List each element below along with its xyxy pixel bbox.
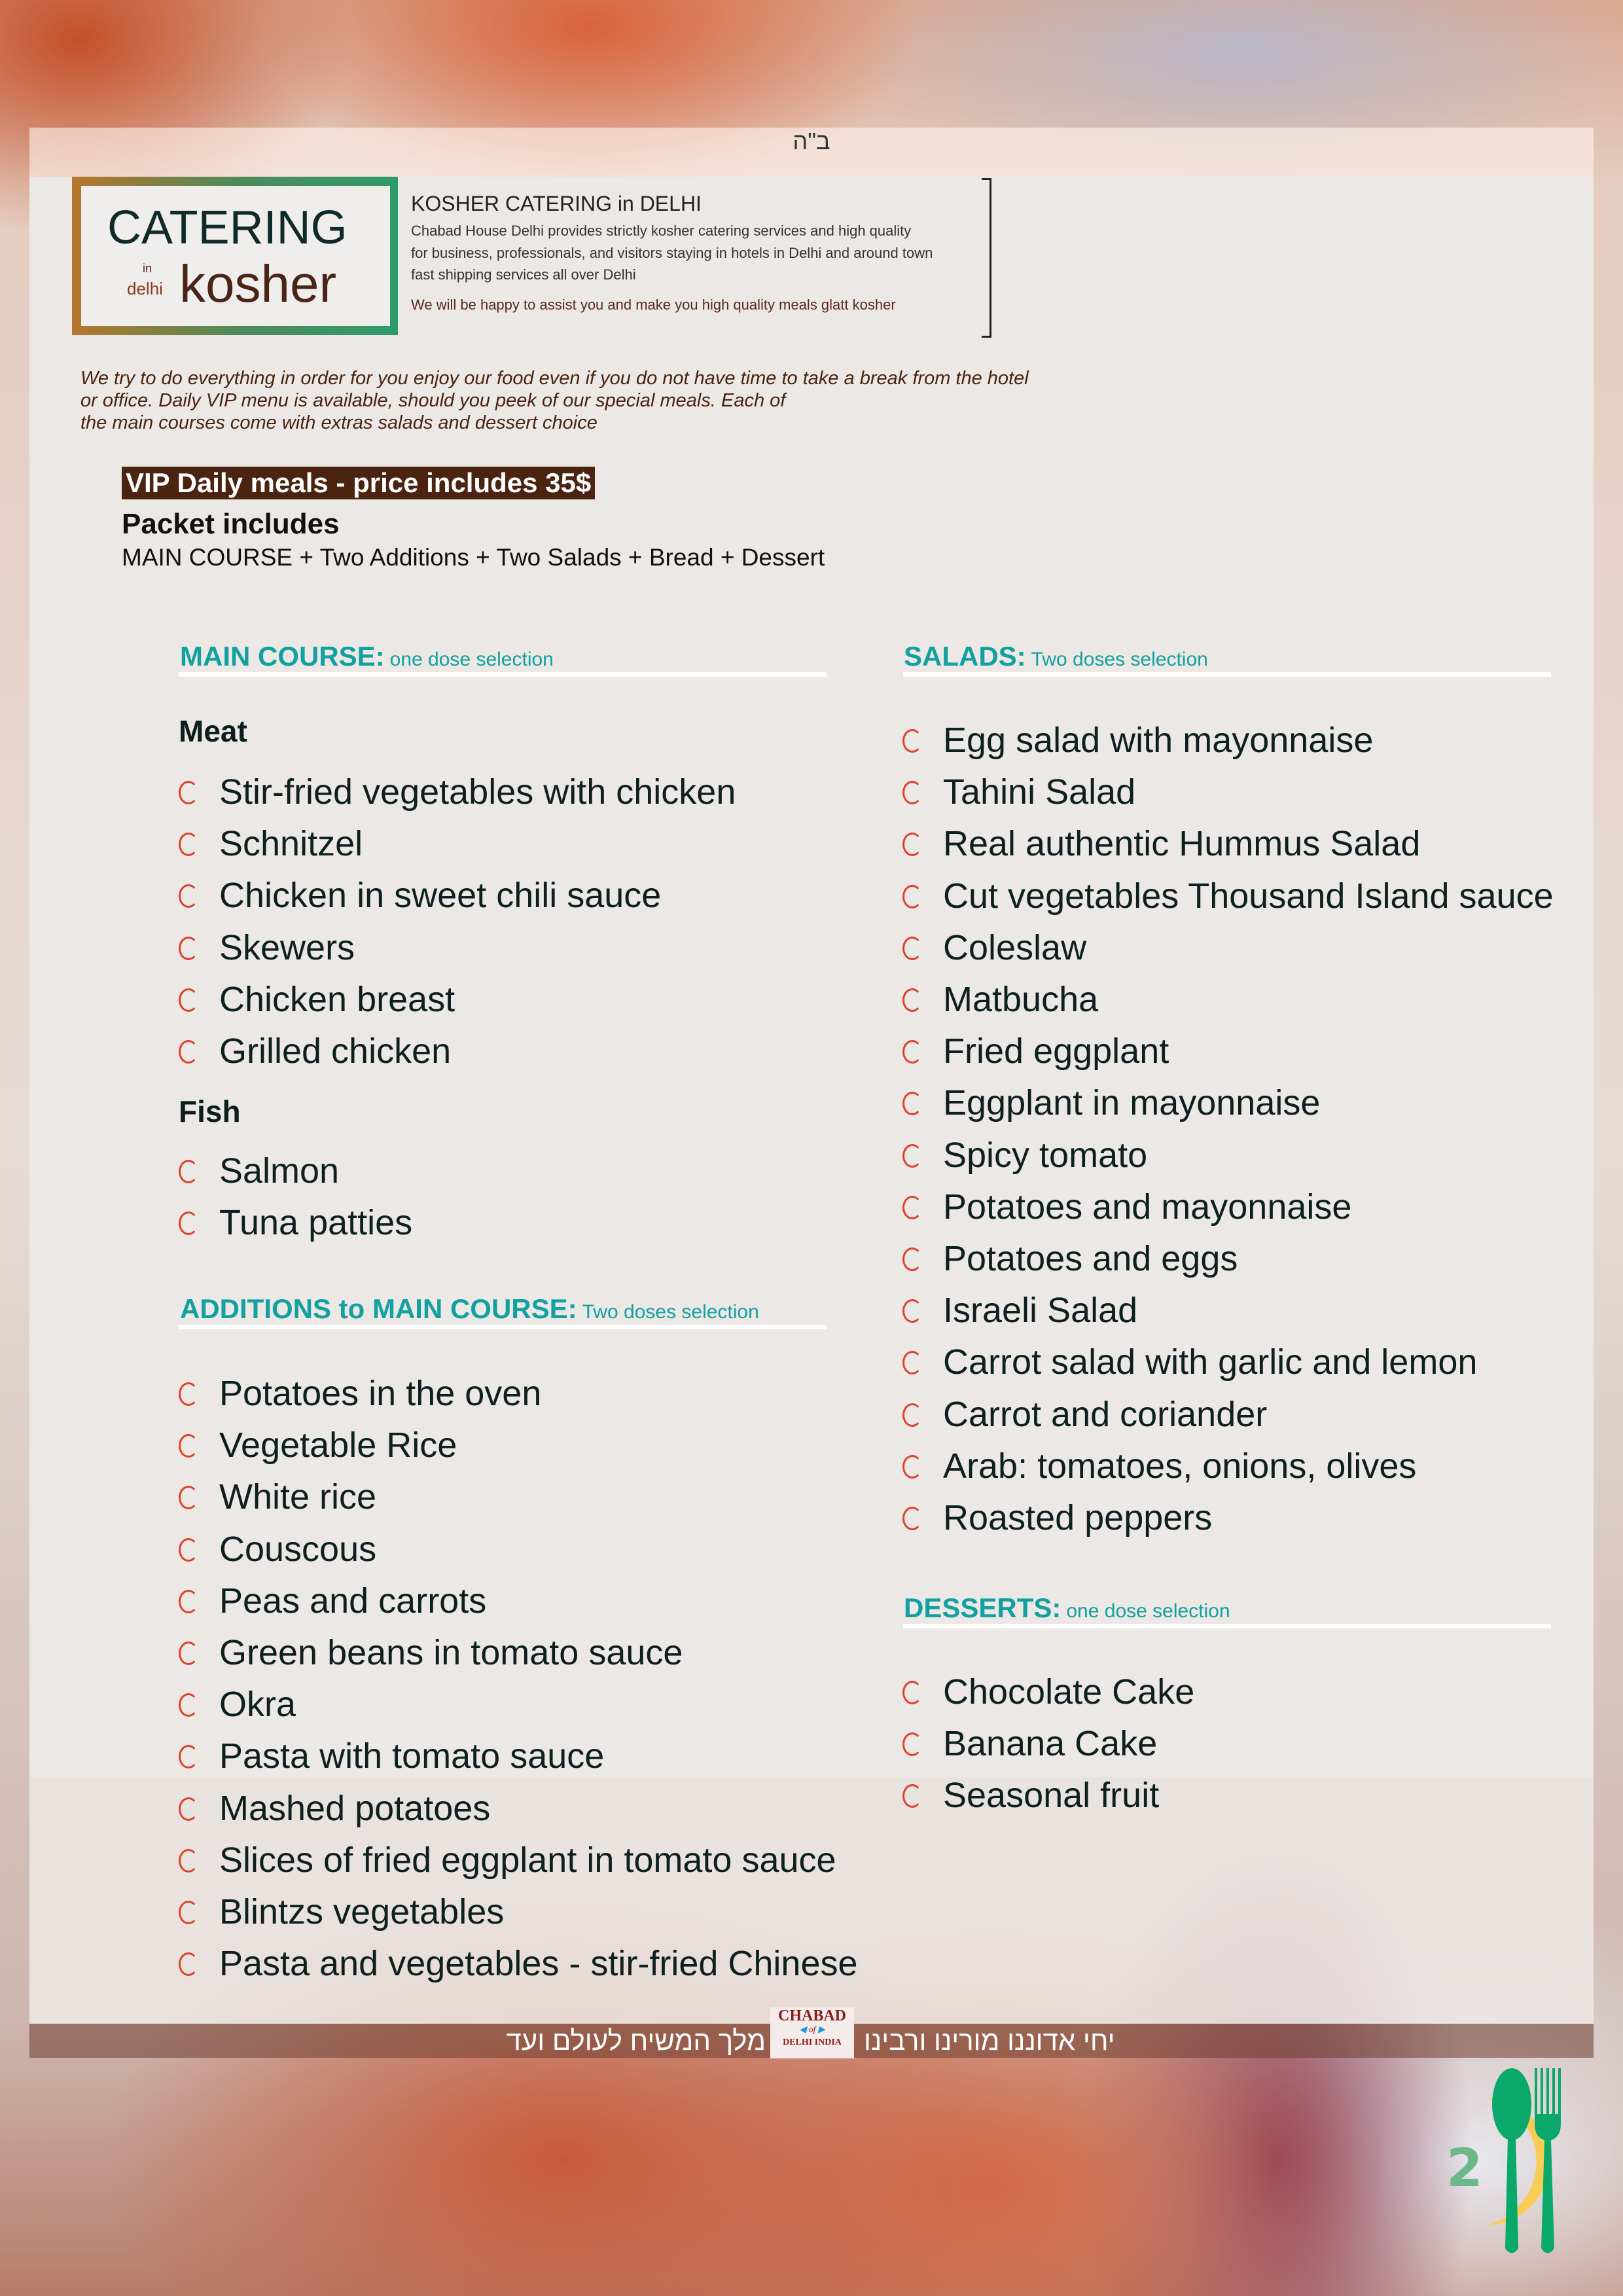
salads-header: [904, 640, 1208, 676]
radio-circle-icon[interactable]: [179, 1797, 198, 1821]
logo-kosher: kosher: [179, 255, 337, 313]
item-label: White rice: [219, 1477, 377, 1517]
item-label: Matbucha: [943, 980, 1099, 1019]
item-label: Tuna patties: [219, 1203, 413, 1243]
item-label: Pasta and vegetables - stir-fried Chinese: [219, 1944, 858, 1984]
footer-hebrew-left: מלך המשיח לעולם ועד: [506, 2025, 766, 2056]
item-label: Skewers: [219, 927, 355, 967]
item-label: Potatoes in the oven: [219, 1374, 542, 1413]
item-label: Chicken breast: [219, 979, 455, 1019]
item-label: Pasta with tomato sauce: [219, 1736, 605, 1776]
item-label: Fried eggplant: [943, 1031, 1169, 1071]
item-label: Mashed potatoes: [219, 1788, 491, 1828]
header-line: Chabad House Delhi provides strictly kosher catering services and high quality: [411, 223, 912, 239]
radio-circle-icon[interactable]: [902, 1403, 922, 1427]
radio-circle-icon[interactable]: [179, 1040, 198, 1064]
radio-circle-icon[interactable]: [179, 833, 198, 856]
radio-circle-icon[interactable]: [902, 1144, 922, 1168]
plate-cutlery-icon: [1355, 2065, 1571, 2261]
radio-circle-icon[interactable]: [179, 1382, 198, 1406]
section-title: DESSERTS:: [904, 1592, 1061, 1623]
radio-circle-icon[interactable]: [179, 1693, 198, 1717]
item-label: Carrot salad with garlic and lemon: [943, 1342, 1478, 1382]
section-title: ADDITIONS to MAIN COURSE:: [180, 1293, 577, 1324]
desserts-header: [904, 1592, 1230, 1628]
item-label: Real authentic Hummus Salad: [943, 824, 1421, 864]
item-label: Arab: tomatoes, onions, olives: [943, 1446, 1417, 1486]
radio-circle-icon[interactable]: [179, 937, 198, 960]
header-assist: We will be happy to assist you and make you high quality meals glatt kosher: [411, 296, 896, 313]
item-label: Cut vegetables Thousand Island sauce: [943, 876, 1554, 916]
radio-circle-icon[interactable]: [902, 1681, 922, 1704]
radio-circle-icon[interactable]: [179, 781, 198, 804]
item-label: Salmon: [219, 1151, 340, 1191]
item-label: Spicy tomato: [943, 1135, 1148, 1175]
item-label: Potatoes and mayonnaise: [943, 1187, 1352, 1227]
radio-circle-icon[interactable]: [902, 1732, 922, 1756]
chabad-logo-line: DELHI INDIA: [783, 2037, 842, 2047]
item-label: Vegetable Rice: [219, 1426, 457, 1465]
radio-circle-icon[interactable]: [902, 937, 922, 960]
header-bracket: [982, 178, 991, 338]
header-line: fast shipping services all over Delhi: [411, 266, 636, 283]
item-label: Slices of fried eggplant in tomato sauce: [219, 1840, 836, 1880]
item-label: Chicken in sweet chili sauce: [219, 876, 662, 916]
radio-circle-icon[interactable]: [902, 729, 922, 753]
item-label: Roasted peppers: [943, 1498, 1213, 1537]
item-label: Egg salad with mayonnaise: [943, 721, 1374, 760]
page-number: 2: [1446, 2138, 1483, 2198]
section-rule: [903, 1624, 1551, 1628]
radio-circle-icon[interactable]: [902, 1196, 922, 1219]
item-label: Peas and carrots: [219, 1581, 487, 1621]
item-label: Grilled chicken: [219, 1031, 452, 1071]
meat-label: Meat: [179, 714, 247, 748]
section-note: one dose selection: [1066, 1600, 1230, 1622]
section-note: Two doses selection: [1031, 649, 1208, 670]
item-label: Schnitzel: [219, 824, 363, 864]
radio-circle-icon[interactable]: [179, 1849, 198, 1873]
item-label: Okra: [219, 1685, 296, 1725]
item-label: Eggplant in mayonnaise: [943, 1083, 1321, 1123]
chabad-logo-line: CHABAD: [777, 2007, 846, 2024]
fish-label: Fish: [179, 1094, 241, 1128]
intro-line: We try to do everything in order for you enjoy our food even if you do not have time to take a break from the hotel: [80, 368, 1029, 389]
item-label: Israeli Salad: [943, 1291, 1138, 1331]
chabad-logo-line: ◀ of ▶: [799, 2025, 825, 2035]
additions-header: [180, 1293, 759, 1329]
radio-circle-icon[interactable]: [902, 885, 922, 908]
radio-circle-icon[interactable]: [902, 1299, 922, 1323]
radio-circle-icon[interactable]: [179, 1434, 198, 1458]
item-label: Green beans in tomato sauce: [219, 1633, 683, 1672]
intro-line: or office. Daily VIP menu is available, should you peek of our special meals. Each of: [80, 390, 786, 411]
packet-items: MAIN COURSE + Two Additions + Two Salads + Bread + Dessert: [122, 544, 825, 571]
item-label: Blintzs vegetables: [219, 1892, 505, 1931]
radio-circle-icon[interactable]: [902, 1247, 922, 1271]
vip-banner: VIP Daily meals - price includes 35$: [122, 467, 595, 499]
item-label: Chocolate Cake: [943, 1672, 1195, 1712]
section-note: one dose selection: [389, 649, 554, 670]
item-label: Tahini Salad: [943, 772, 1136, 812]
section-note: Two doses selection: [582, 1301, 759, 1323]
header-title: KOSHER CATERING in DELHI: [411, 192, 702, 215]
item-label: Banana Cake: [943, 1724, 1158, 1764]
bh-mark: ב"ה: [793, 128, 830, 154]
radio-circle-icon[interactable]: [902, 988, 922, 1012]
catering-kosher-logo: [72, 177, 398, 335]
radio-circle-icon[interactable]: [179, 1641, 198, 1665]
radio-circle-icon[interactable]: [179, 1590, 198, 1613]
item-label: Coleslaw: [943, 927, 1087, 967]
item-label: Couscous: [219, 1529, 377, 1569]
radio-circle-icon[interactable]: [179, 1211, 198, 1235]
chabad-delhi-logo: [770, 2007, 854, 2058]
logo-catering: CATERING: [107, 202, 348, 254]
item-label: Potatoes and eggs: [943, 1239, 1238, 1278]
radio-circle-icon[interactable]: [179, 1901, 198, 1924]
intro-line: the main courses come with extras salads and dessert choice: [80, 412, 597, 433]
radio-circle-icon[interactable]: [902, 1040, 922, 1064]
section-rule: [179, 1325, 827, 1329]
item-label: Stir-fried vegetables with chicken: [219, 772, 736, 812]
item-label: Seasonal fruit: [943, 1776, 1160, 1816]
footer-hebrew-right: יחי אדוננו מורינו ורבינו: [864, 2025, 1115, 2056]
item-label: Carrot and coriander: [943, 1394, 1268, 1434]
section-title: MAIN COURSE:: [180, 641, 385, 672]
radio-circle-icon[interactable]: [902, 781, 922, 804]
main-course-header: [180, 640, 554, 676]
radio-circle-icon[interactable]: [179, 1160, 198, 1183]
radio-circle-icon[interactable]: [179, 988, 198, 1012]
packet-title: Packet includes: [122, 508, 340, 540]
radio-circle-icon[interactable]: [902, 1507, 922, 1530]
section-rule: [179, 672, 827, 677]
header-line: for business, professionals, and visitors staying in hotels in Delhi and around town: [411, 245, 933, 261]
logo-delhi: delhi: [127, 279, 163, 298]
section-rule: [903, 672, 1551, 677]
radio-circle-icon[interactable]: [179, 1952, 198, 1976]
section-title: SALADS:: [904, 641, 1026, 672]
logo-in: in: [143, 262, 152, 275]
radio-circle-icon[interactable]: [902, 1455, 922, 1479]
radio-circle-icon[interactable]: [179, 1538, 198, 1562]
